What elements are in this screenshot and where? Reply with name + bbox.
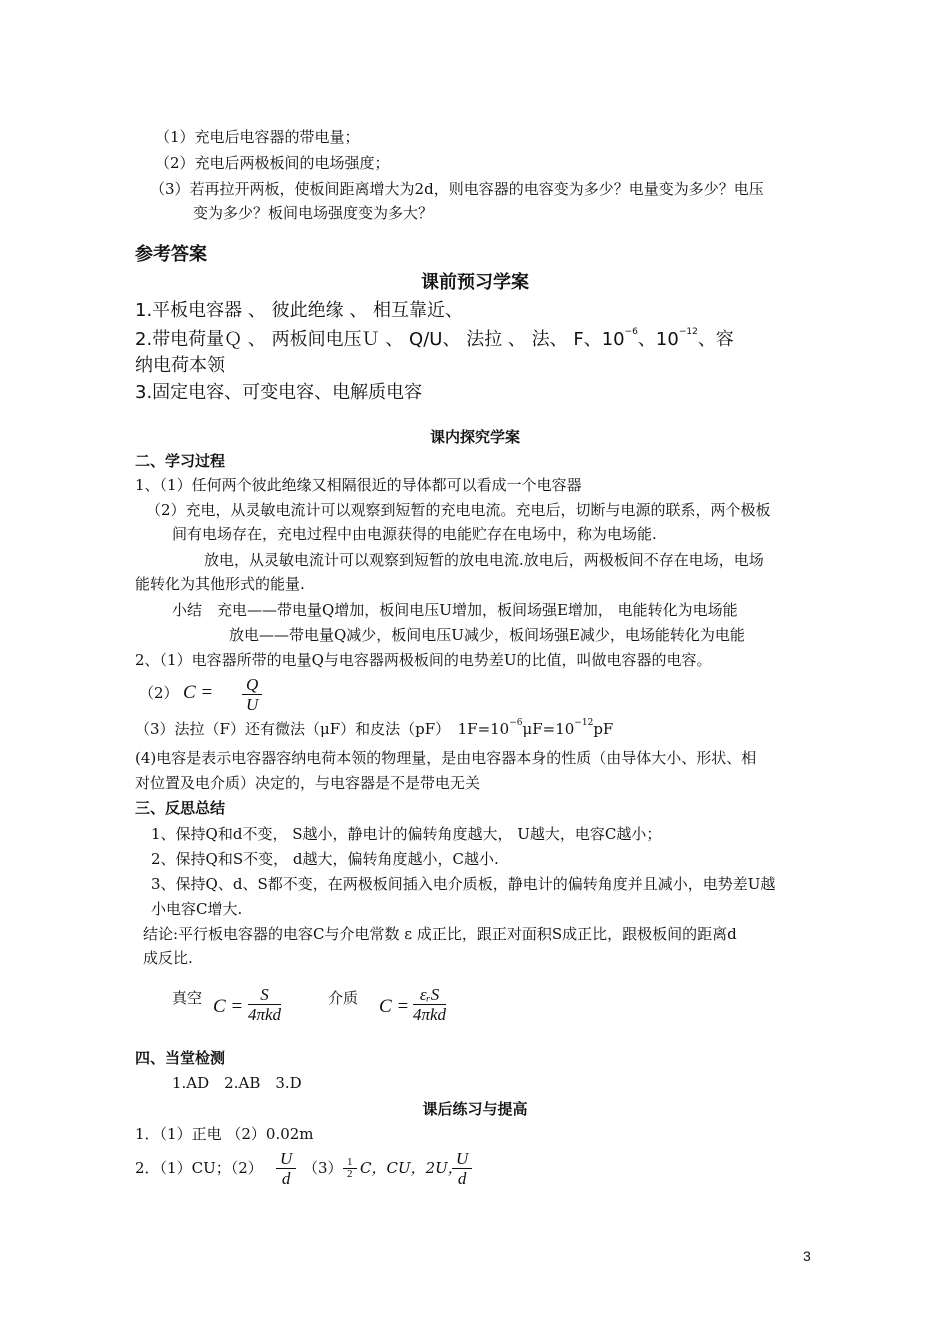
explore-p5-label: （2） <box>139 684 179 702</box>
page-number: 3 <box>803 1248 811 1264</box>
formula-3-denominator: 4πkd <box>413 1005 447 1024</box>
formula-3-fraction <box>413 985 446 1024</box>
conclusion-a: 结论:平行板电容器的电容C与介电常数 ε 成正比，跟正对面积S成正比，跟极板间的距离d <box>143 925 737 943</box>
preview-line-3: 纳电荷本领 <box>135 355 225 376</box>
formula-2-numerator: S <box>260 985 269 1004</box>
medium-label: 介质 <box>328 989 359 1007</box>
formula-1-denominator: U <box>246 695 259 714</box>
explore-p3-a: 放电，从灵敏电流计可以观察到短暂的放电电流.放电后，两极板间不存在电场，电场 <box>204 551 764 569</box>
preview-title: 课前预习学案 <box>421 272 529 293</box>
reflect-3-b: 小电容C增大. <box>151 900 243 918</box>
fraction-denominator: d <box>281 1169 291 1188</box>
after-answer-2-rest: C，CU，2U， <box>360 1159 463 1177</box>
explore-p2-a: （2）充电，从灵敏电流计可以观察到短暂的充电电流。充电后，切断与电源的联系，两个极板 <box>146 501 771 519</box>
answers-heading: 参考答案 <box>135 244 207 265</box>
explore-p1: 1、（1）任何两个彼此绝缘又相隔很近的导体都可以看成一个电容器 <box>135 476 582 494</box>
formula-2-fraction <box>248 985 281 1024</box>
explore-p4: 2、（1）电容器所带的电量Q与电容器两极板间的电势差U的比值，叫做电容器的电容。 <box>135 651 712 669</box>
question-3-line-b: 变为多少？板间电场强度变为多大？ <box>193 204 434 222</box>
test-answers: 1.AD 2.AB 3.D <box>172 1074 302 1092</box>
explore-p3-b: 能转化为其他形式的能量. <box>135 575 305 593</box>
question-1: （1）充电后电容器的带电量； <box>155 128 360 146</box>
after-answer-2-part3: （3） <box>303 1159 343 1177</box>
formula-2-denominator: 4πkd <box>248 1005 282 1024</box>
preview-line-1: 1.平板电容器 、 彼此绝缘 、 相互靠近、 <box>135 300 464 321</box>
reflect-1: 1、保持Q和d不变， S越小，静电计的偏转角度越大， U越大，电容C越小； <box>151 825 662 843</box>
half-fraction <box>343 1157 357 1180</box>
answer-2-fraction-1 <box>276 1149 296 1188</box>
after-answer-1: 1．（1）正电 （2）0.02m <box>135 1125 314 1143</box>
vacuum-label: 真空 <box>172 989 203 1007</box>
question-2: （2）充电后两极板间的电场强度； <box>155 154 390 172</box>
section-2-heading: 二、学习过程 <box>135 452 226 470</box>
explore-p7-a: (4)电容是表示电容器容纳电荷本领的物理量，是由电容器本身的性质（由导体大小、形状、相 <box>135 749 757 767</box>
after-answer-2-start: 2．（1）CU；（2） <box>135 1159 263 1177</box>
fraction-denominator: d <box>457 1169 467 1188</box>
question-3-line-a: （3）若再拉开两板，使板间距离增大为2d，则电容器的电容变为多少？电量变为多少？电压 <box>150 180 764 198</box>
answer-2-fraction-2 <box>452 1149 472 1188</box>
formula-3-lhs: C = <box>379 996 410 1017</box>
fraction-numerator: U <box>280 1149 293 1168</box>
explore-p7-b: 对位置及电介质）决定的，与电容器是不是带电无关 <box>135 774 481 792</box>
conclusion-b: 成反比. <box>143 949 193 967</box>
fraction-denominator: 2 <box>347 1168 353 1180</box>
fraction-numerator: 1 <box>347 1156 353 1168</box>
section-3-heading: 三、反思总结 <box>135 799 226 817</box>
fraction-numerator: U <box>456 1149 469 1168</box>
after-title: 课后练习与提高 <box>422 1100 528 1118</box>
explore-p2-b: 间有电场存在，充电过程中由电源获得的电能贮存在电场中，称为电场能. <box>172 525 657 543</box>
formula-1-lhs: C = <box>183 682 214 703</box>
reflect-2: 2、保持Q和S不变， d越大，偏转角度越小，C越小. <box>151 850 499 868</box>
section-4-heading: 四、当堂检测 <box>135 1049 226 1067</box>
preview-line-2: 2.带电荷量Ｑ 、 两板间电压Ｕ 、 Q/U、 法拉 、 法、 F、$10^{-6}$、$10^{-12}$、容 <box>135 327 734 350</box>
formula-3-numerator: εᵣS <box>419 985 440 1004</box>
formula-1-numerator: Q <box>246 675 259 694</box>
summary-charge: 小结 充电——带电量Q增加，板间电压U增加，板间场强E增加， 电能转化为电场能 <box>172 601 738 619</box>
formula-1-fraction <box>242 675 262 714</box>
formula-2-lhs: C = <box>213 996 244 1017</box>
reflect-3-a: 3、保持Q、d、S都不变，在两极板间插入电介质板，静电计的偏转角度并且减小，电势差U越 <box>151 875 776 893</box>
explore-p6: （3）法拉（F）还有微法（μF）和皮法（pF） $1F=10^{-6}\mu F=10^{-12}pF$ <box>135 718 614 738</box>
summary-discharge: 放电——带电量Q减少，板间电压U减少，板间场强E减少，电场能转化为电能 <box>229 626 745 644</box>
explore-title: 课内探究学案 <box>429 428 520 446</box>
preview-line-4: 3.固定电容、可变电容、电解质电容 <box>135 382 423 403</box>
